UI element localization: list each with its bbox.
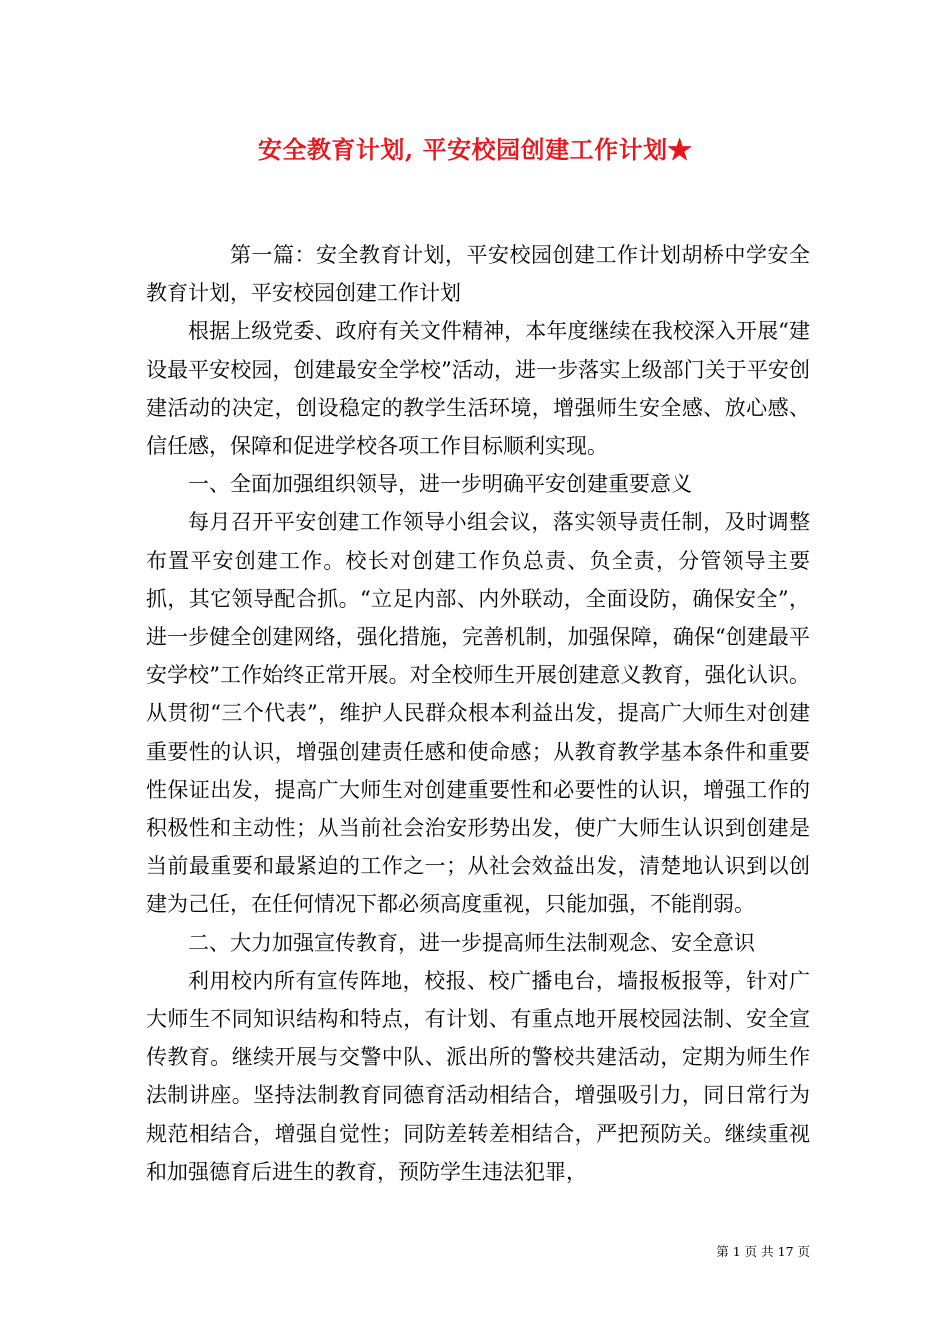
document-title: 安全教育计划, 平安校园创建工作计划★ [257,135,693,164]
section-heading-2: 二、大力加强宣传教育，进一步提高师生法制观念、安全意识 [188,930,755,955]
paragraph-section-1: 每月召开平安创建工作领导小组会议，落实领导责任制，及时调整布置平安创建工作。校长对创建工作负总责、负全责，分管领导主要抓，其它领导配合抓。“立足内部、内外联动，全面设防，确保安全”，进一步健全创建网络，强化措施，完善机制，加强保障，确保“创建最平安学校”工作始终正常开展。对全校师生开展创建意义教育，强化认识。从贯彻“三个代表”，维护人民群众根本利益出发，提高广大师生对创建重要性的认识，增强创建责任感和使命感；从教育教学基本条件和重要性保证出发，提高广大师生对创建重要性和必要性的认识，增强工作的积极性和主动性；从当前社会治安形势出发，使广大师生认识到创建是当前最重要和最紧迫的工作之一；从社会效益出发，清楚地认识到以创建为己任，在任何情况下都必须高度重视，只能加强，不能削弱。 [146,510,810,917]
document-body [146,236,810,1191]
page-number: 第 1 页 共 17 页 [716,1244,810,1259]
paragraph-section-2: 利用校内所有宣传阵地，校报、校广播电台，墙报板报等，针对广大师生不同知识结构和特点，有计划、有重点地开展校园法制、安全宣传教育。继续开展与交警中队、派出所的警校共建活动，定期为师生作法制讲座。坚持法制教育同德育活动相结合，增强吸引力，同日常行为规范相结合，增强自觉性；同防差转差相结合，严把预防关。继续重视和加强德育后进生的教育，预防学生违法犯罪， [146,968,810,1184]
section-heading-1: 一、全面加强组织领导，进一步明确平安创建重要意义 [188,472,692,497]
paragraph-background: 根据上级党委、政府有关文件精神，本年度继续在我校深入开展“建设最平安校园，创建最安全学校”活动，进一步落实上级部门关于平安创建活动的决定，创设稳定的教学生活环境，增强师生安全感、放心感、信任感，保障和促进学校各项工作目标顺利实现。 [146,319,810,459]
paragraph-intro: 第一篇：安全教育计划，平安校园创建工作计划胡桥中学安全教育计划，平安校园创建工作计划 [146,243,810,306]
